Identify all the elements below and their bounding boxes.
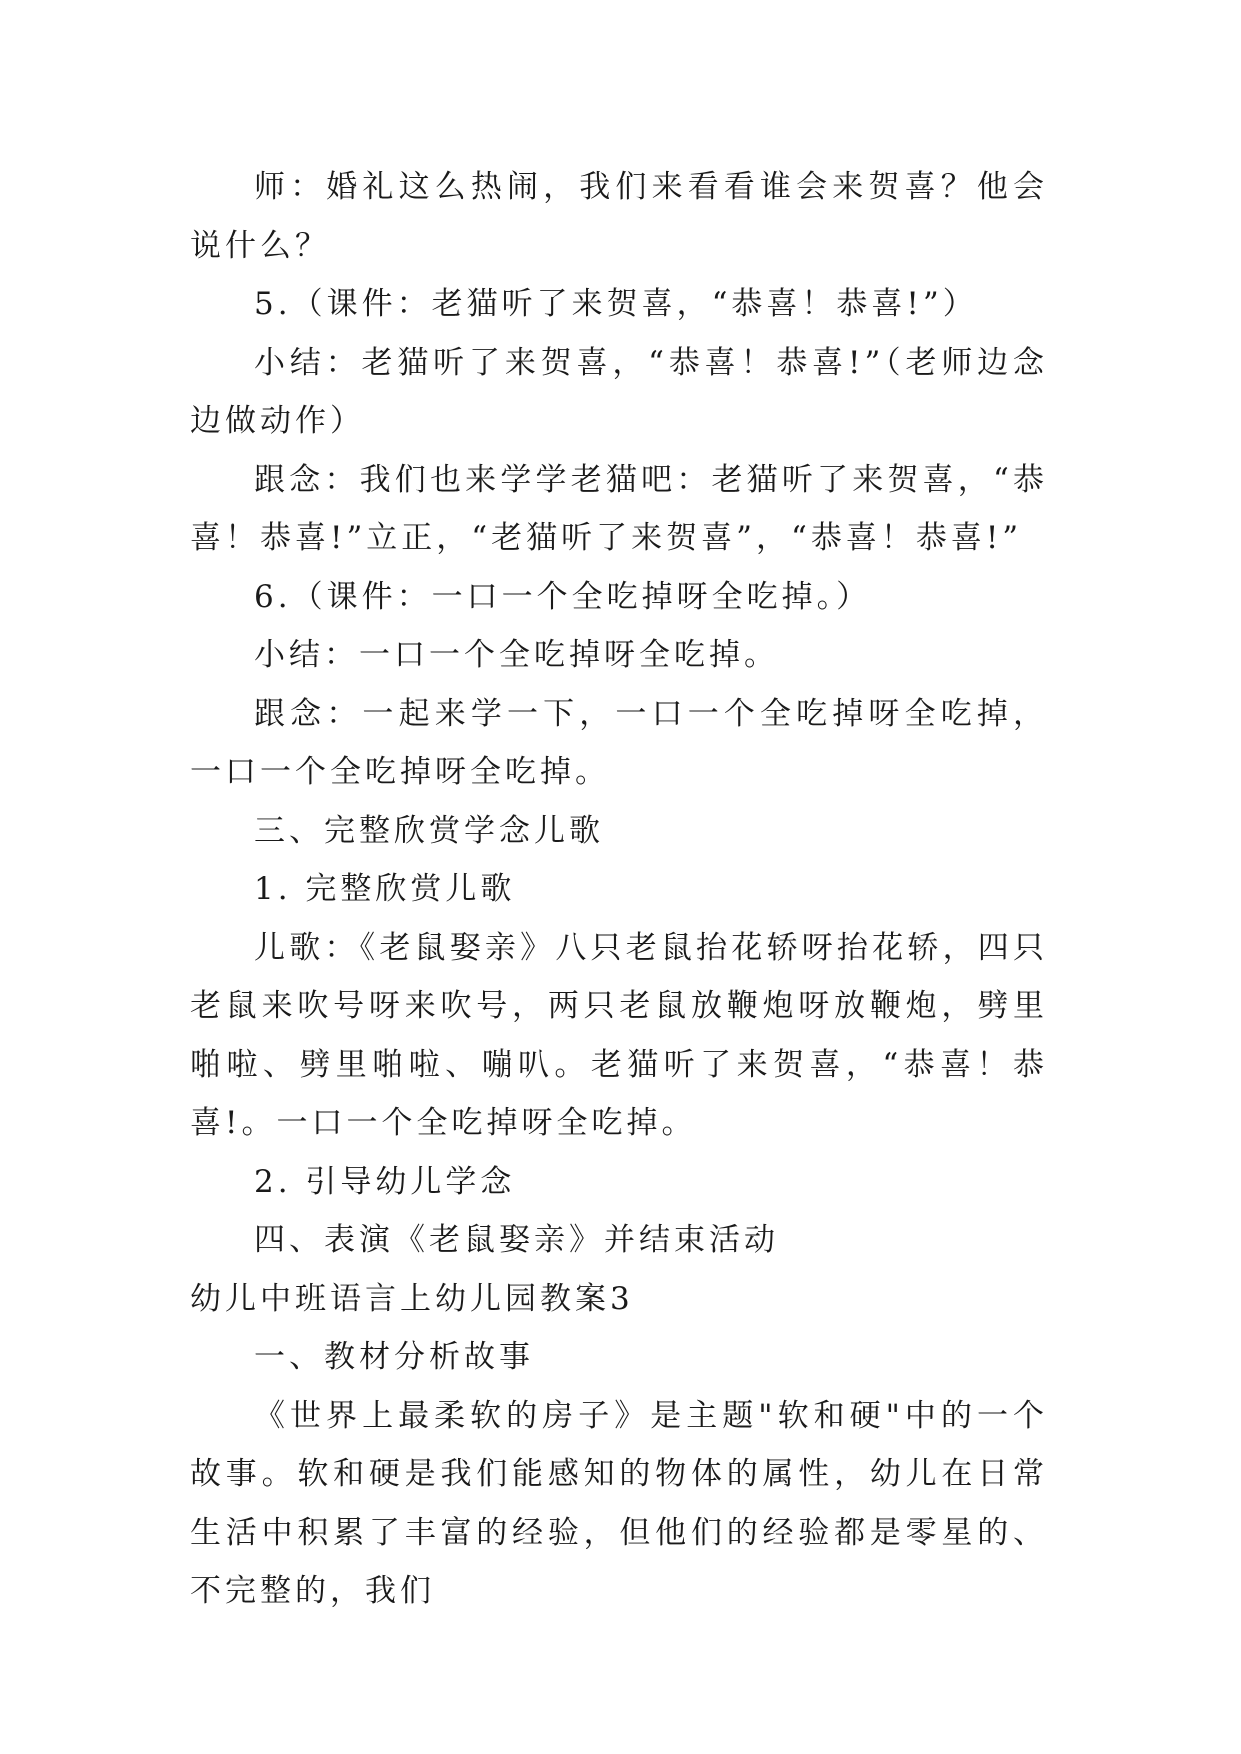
subheading-appreciate: 1. 完整欣赏儿歌 — [254, 871, 516, 907]
paragraph-material-analysis: 《世界上最柔软的房子》是主题"软和硬"中的一个故事。软和硬是我们能感知的物体的属性，幼儿在日常生活中积累了丰富的经验，但他们的经验都是零星的、不完整的，我们 — [190, 1397, 1048, 1609]
paragraph-step-6: 6.（课件：一口一个全吃掉呀全吃掉。） — [254, 578, 872, 615]
section-heading-1: 一、教材分析故事 — [254, 1339, 534, 1375]
paragraph-summary-eat: 小结：一口一个全吃掉呀全吃掉。 — [254, 637, 779, 673]
lesson-plan-title: 幼儿中班语言上幼儿园教案3 — [190, 1280, 634, 1317]
paragraph-step-5: 5.（课件：老猫听了来贺喜，“恭喜！恭喜!”） — [254, 286, 978, 322]
paragraph-summary-cat: 小结：老猫听了来贺喜，“恭喜！恭喜!”（老师边念边做动作） — [190, 344, 1048, 439]
subheading-guide: 2. 引导幼儿学念 — [254, 1163, 516, 1200]
paragraph-teacher-question: 师：婚礼这么热闹，我们来看看谁会来贺喜？他会说什么？ — [190, 169, 1048, 264]
paragraph-recite-eat: 跟念：一起来学一下，一口一个全吃掉呀全吃掉，一口一个全吃掉呀全吃掉。 — [190, 695, 1048, 790]
document-body — [190, 158, 1048, 1621]
section-heading-3: 三、完整欣赏学念儿歌 — [254, 812, 604, 849]
paragraph-nursery-rhyme: 儿歌：《老鼠娶亲》八只老鼠抬花轿呀抬花轿，四只老鼠来吹号呀来吹号，两只老鼠放鞭炮呀放鞭炮，劈里啪啦、劈里啪啦、嘣叭。老猫听了来贺喜，“恭喜！恭喜!。一口一个全吃掉呀全吃掉。 — [190, 929, 1048, 1141]
section-heading-4: 四、表演《老鼠娶亲》并结束活动 — [254, 1222, 779, 1258]
paragraph-recite-cat: 跟念：我们也来学学老猫吧：老猫听了来贺喜，“恭喜！恭喜!”立正，“老猫听了来贺喜”，“恭喜！恭喜!” — [190, 461, 1048, 556]
